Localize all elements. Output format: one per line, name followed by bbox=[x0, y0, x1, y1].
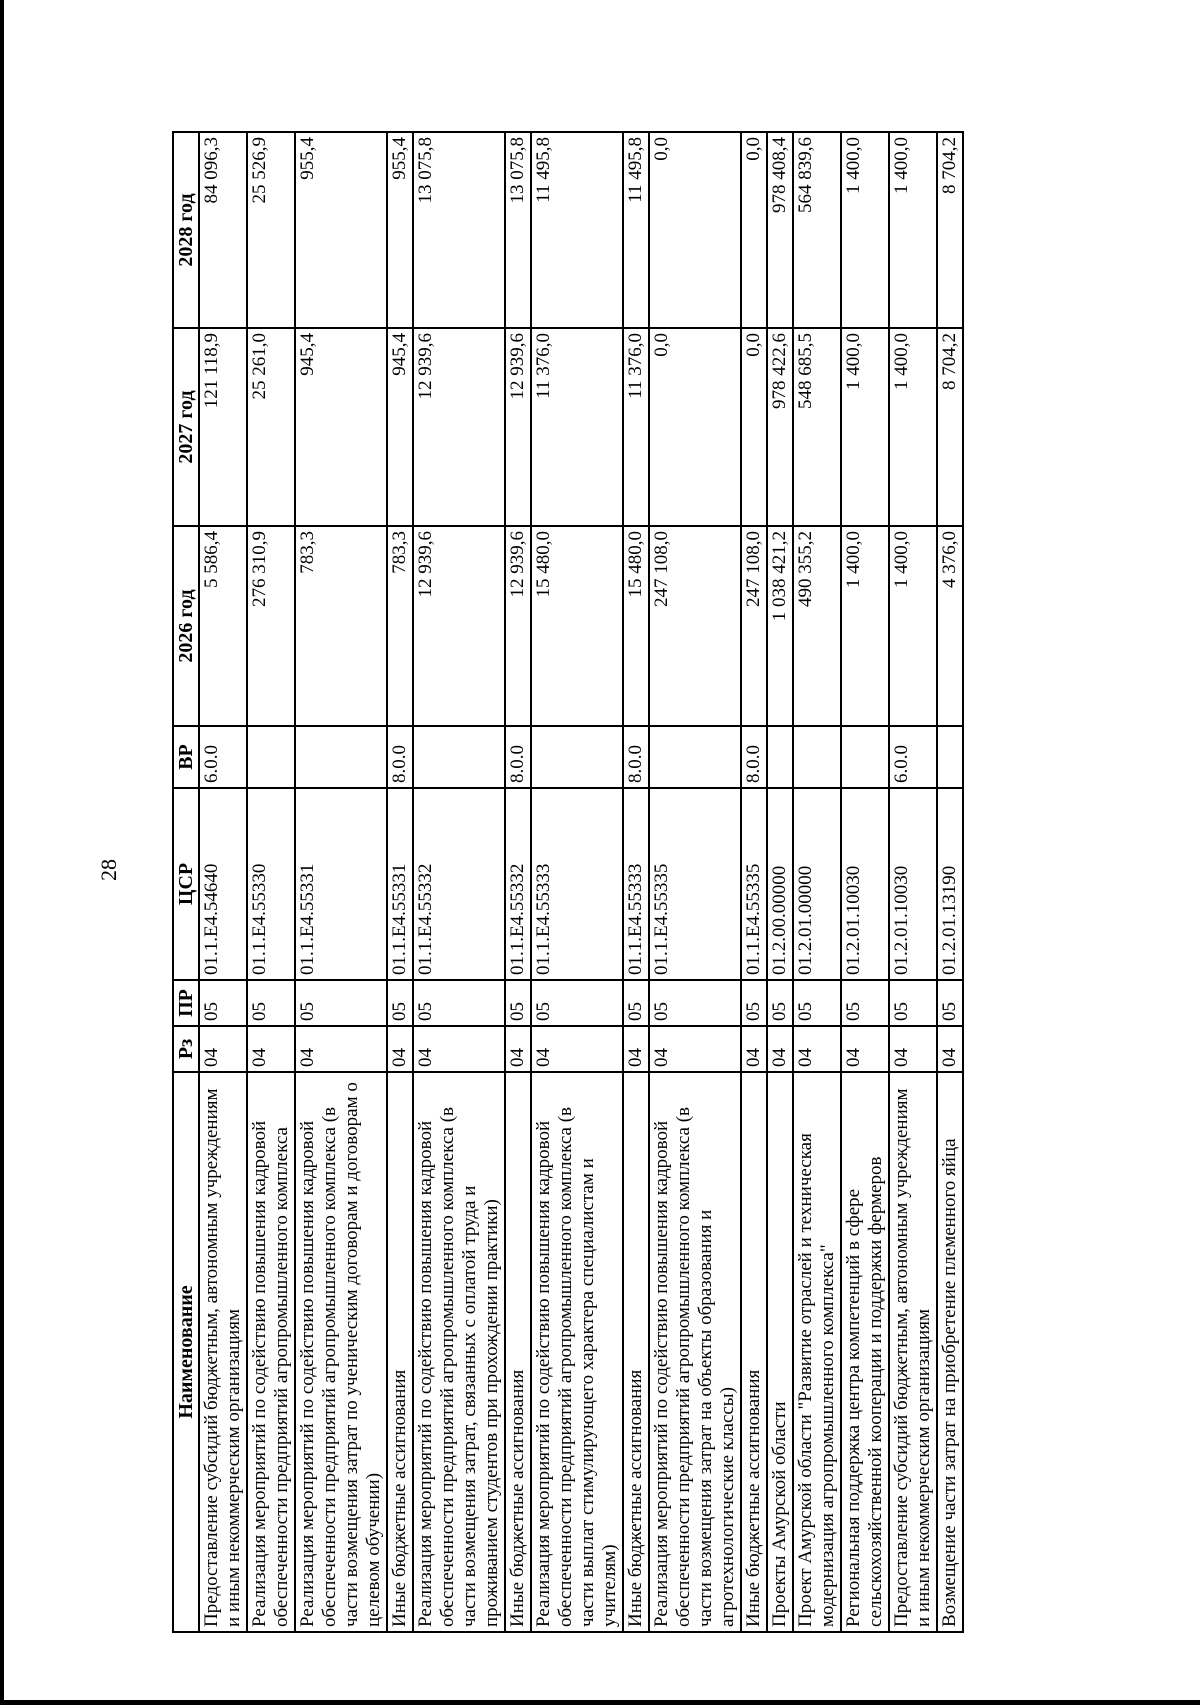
cell-2028: 955,4 bbox=[387, 132, 413, 328]
column-header-name: Наименование bbox=[173, 1072, 199, 1632]
cell-csr: 01.1.Е4.54640 bbox=[199, 788, 247, 980]
cell-vr bbox=[841, 726, 889, 788]
table-row bbox=[649, 132, 741, 1632]
column-header-csr: ЦСР bbox=[173, 788, 199, 980]
cell-2026: 783,3 bbox=[387, 526, 413, 726]
column-header-2026: 2026 год bbox=[173, 526, 199, 726]
cell-2028: 978 408,4 bbox=[767, 132, 793, 328]
cell-name: Предоставление субсидий бюджетным, автономным учреждениям и иным некоммерческим организациям bbox=[199, 1072, 247, 1632]
cell-2028: 11 495,8 bbox=[531, 132, 623, 328]
cell-name: Проект Амурской области "Развитие отраслей и техническая модернизация агропромышленного комплекса" bbox=[793, 1072, 841, 1632]
table-row bbox=[413, 132, 505, 1632]
cell-pr: 05 bbox=[889, 980, 937, 1026]
cell-csr: 01.2.01.13190 bbox=[937, 788, 963, 980]
cell-2026: 15 480,0 bbox=[531, 526, 623, 726]
cell-2026: 490 355,2 bbox=[793, 526, 841, 726]
cell-2028: 13 075,8 bbox=[505, 132, 531, 328]
cell-csr: 01.1.Е4.55335 bbox=[741, 788, 767, 980]
scan-edge-bottom bbox=[0, 1700, 1200, 1705]
column-header-2027: 2027 год bbox=[173, 328, 199, 526]
cell-2027: 8 704,2 bbox=[937, 328, 963, 526]
cell-pr: 05 bbox=[295, 980, 387, 1026]
cell-vr bbox=[767, 726, 793, 788]
table-row bbox=[889, 132, 937, 1632]
cell-rz: 04 bbox=[937, 1026, 963, 1072]
cell-name: Иные бюджетные ассигнования bbox=[741, 1072, 767, 1632]
cell-rz: 04 bbox=[247, 1026, 295, 1072]
cell-pr: 05 bbox=[841, 980, 889, 1026]
column-header-vr: ВР bbox=[173, 726, 199, 788]
cell-2028: 0,0 bbox=[741, 132, 767, 328]
cell-vr bbox=[295, 726, 387, 788]
cell-name: Возмещение части затрат на приобретение племенного яйца bbox=[937, 1072, 963, 1632]
cell-vr: 6.0.0 bbox=[889, 726, 937, 788]
table-header-row bbox=[173, 132, 199, 1632]
cell-csr: 01.2.01.10030 bbox=[841, 788, 889, 980]
cell-2026: 12 939,6 bbox=[413, 526, 505, 726]
table-row bbox=[199, 132, 247, 1632]
cell-2027: 121 118,9 bbox=[199, 328, 247, 526]
cell-vr: 8.0.0 bbox=[387, 726, 413, 788]
cell-pr: 05 bbox=[387, 980, 413, 1026]
cell-rz: 04 bbox=[387, 1026, 413, 1072]
table-row bbox=[295, 132, 387, 1632]
cell-name: Реализация мероприятий по содействию повышения кадровой обеспеченности предприятий агропромышленного комплекса (в части возмещения затрат на объекты образования и агротехнологические классы) bbox=[649, 1072, 741, 1632]
cell-pr: 05 bbox=[649, 980, 741, 1026]
cell-2026: 247 108,0 bbox=[649, 526, 741, 726]
cell-2026: 15 480,0 bbox=[623, 526, 649, 726]
cell-name: Проекты Амурской области bbox=[767, 1072, 793, 1632]
cell-vr bbox=[793, 726, 841, 788]
cell-pr: 05 bbox=[531, 980, 623, 1026]
table-row bbox=[841, 132, 889, 1632]
column-header-2028: 2028 год bbox=[173, 132, 199, 328]
cell-vr: 8.0.0 bbox=[505, 726, 531, 788]
cell-vr: 8.0.0 bbox=[741, 726, 767, 788]
cell-vr bbox=[247, 726, 295, 788]
cell-csr: 01.2.01.00000 bbox=[793, 788, 841, 980]
cell-2026: 5 586,4 bbox=[199, 526, 247, 726]
cell-2028: 11 495,8 bbox=[623, 132, 649, 328]
cell-csr: 01.1.Е4.55330 bbox=[247, 788, 295, 980]
cell-pr: 05 bbox=[623, 980, 649, 1026]
cell-pr: 05 bbox=[505, 980, 531, 1026]
cell-2027: 11 376,0 bbox=[623, 328, 649, 526]
cell-pr: 05 bbox=[413, 980, 505, 1026]
cell-2026: 1 400,0 bbox=[841, 526, 889, 726]
cell-csr: 01.2.00.00000 bbox=[767, 788, 793, 980]
cell-vr bbox=[649, 726, 741, 788]
table-row bbox=[247, 132, 295, 1632]
cell-2027: 11 376,0 bbox=[531, 328, 623, 526]
budget-table bbox=[172, 131, 964, 1633]
cell-2027: 548 685,5 bbox=[793, 328, 841, 526]
cell-vr: 8.0.0 bbox=[623, 726, 649, 788]
cell-name: Иные бюджетные ассигнования bbox=[505, 1072, 531, 1632]
cell-rz: 04 bbox=[531, 1026, 623, 1072]
cell-2028: 13 075,8 bbox=[413, 132, 505, 328]
cell-name: Реализация мероприятий по содействию повышения кадровой обеспеченности предприятий агропромышленного комплекса (в части возмещения затрат, связанных с оплатой труда и проживанием студентов при прохождении практики) bbox=[413, 1072, 505, 1632]
cell-pr: 05 bbox=[741, 980, 767, 1026]
table-row bbox=[623, 132, 649, 1632]
cell-name: Реализация мероприятий по содействию повышения кадровой обеспеченности предприятий агропромышленного комплекса bbox=[247, 1072, 295, 1632]
page-number: 28 bbox=[96, 859, 121, 881]
cell-rz: 04 bbox=[841, 1026, 889, 1072]
cell-2028: 1 400,0 bbox=[889, 132, 937, 328]
cell-rz: 04 bbox=[889, 1026, 937, 1072]
cell-rz: 04 bbox=[649, 1026, 741, 1072]
cell-2027: 978 422,6 bbox=[767, 328, 793, 526]
cell-name: Иные бюджетные ассигнования bbox=[387, 1072, 413, 1632]
cell-2027: 12 939,6 bbox=[413, 328, 505, 526]
table-row bbox=[937, 132, 963, 1632]
cell-name: Реализация мероприятий по содействию повышения кадровой обеспеченности предприятий агропромышленного комплекса (в части выплат стимулирующего характера специалистам и учителям) bbox=[531, 1072, 623, 1632]
table-row bbox=[531, 132, 623, 1632]
cell-2028: 1 400,0 bbox=[841, 132, 889, 328]
column-header-rz: Рз bbox=[173, 1026, 199, 1072]
cell-2026: 276 310,9 bbox=[247, 526, 295, 726]
cell-csr: 01.1.Е4.55331 bbox=[295, 788, 387, 980]
column-header-pr: ПР bbox=[173, 980, 199, 1026]
cell-vr bbox=[937, 726, 963, 788]
table-row bbox=[387, 132, 413, 1632]
cell-2027: 945,4 bbox=[295, 328, 387, 526]
cell-rz: 04 bbox=[793, 1026, 841, 1072]
cell-2027: 945,4 bbox=[387, 328, 413, 526]
cell-2027: 25 261,0 bbox=[247, 328, 295, 526]
cell-2026: 1 038 421,2 bbox=[767, 526, 793, 726]
cell-pr: 05 bbox=[793, 980, 841, 1026]
cell-csr: 01.2.01.10030 bbox=[889, 788, 937, 980]
cell-name: Региональная поддержка центра компетенций в сфере сельскохозяйственной кооперации и поддержки фермеров bbox=[841, 1072, 889, 1632]
cell-2028: 8 704,2 bbox=[937, 132, 963, 328]
cell-2027: 1 400,0 bbox=[841, 328, 889, 526]
cell-2028: 955,4 bbox=[295, 132, 387, 328]
cell-2027: 1 400,0 bbox=[889, 328, 937, 526]
rotated-table-container bbox=[172, 133, 1042, 1633]
cell-2026: 1 400,0 bbox=[889, 526, 937, 726]
cell-csr: 01.1.Е4.55332 bbox=[413, 788, 505, 980]
cell-2026: 4 376,0 bbox=[937, 526, 963, 726]
cell-csr: 01.1.Е4.55332 bbox=[505, 788, 531, 980]
cell-csr: 01.1.Е4.55333 bbox=[623, 788, 649, 980]
cell-rz: 04 bbox=[505, 1026, 531, 1072]
cell-2028: 25 526,9 bbox=[247, 132, 295, 328]
cell-csr: 01.1.Е4.55335 bbox=[649, 788, 741, 980]
cell-pr: 05 bbox=[199, 980, 247, 1026]
cell-vr bbox=[531, 726, 623, 788]
cell-2026: 12 939,6 bbox=[505, 526, 531, 726]
cell-2026: 783,3 bbox=[295, 526, 387, 726]
cell-2027: 12 939,6 bbox=[505, 328, 531, 526]
cell-pr: 05 bbox=[937, 980, 963, 1026]
cell-2027: 0,0 bbox=[649, 328, 741, 526]
table-row bbox=[767, 132, 793, 1632]
cell-rz: 04 bbox=[767, 1026, 793, 1072]
table-row bbox=[793, 132, 841, 1632]
cell-name: Предоставление субсидий бюджетным, автономным учреждениям и иным некоммерческим организациям bbox=[889, 1072, 937, 1632]
cell-csr: 01.1.Е4.55333 bbox=[531, 788, 623, 980]
cell-name: Иные бюджетные ассигнования bbox=[623, 1072, 649, 1632]
cell-2028: 84 096,3 bbox=[199, 132, 247, 328]
table-row bbox=[505, 132, 531, 1632]
cell-pr: 05 bbox=[247, 980, 295, 1026]
cell-rz: 04 bbox=[741, 1026, 767, 1072]
cell-name: Реализация мероприятий по содействию повышения кадровой обеспеченности предприятий агропромышленного комплекса (в части возмещения затрат по ученическим договорам и договорам о целевом обучении) bbox=[295, 1072, 387, 1632]
cell-rz: 04 bbox=[199, 1026, 247, 1072]
cell-csr: 01.1.Е4.55331 bbox=[387, 788, 413, 980]
cell-2028: 564 839,6 bbox=[793, 132, 841, 328]
cell-rz: 04 bbox=[295, 1026, 387, 1072]
cell-2028: 0,0 bbox=[649, 132, 741, 328]
cell-vr: 6.0.0 bbox=[199, 726, 247, 788]
cell-2026: 247 108,0 bbox=[741, 526, 767, 726]
scan-edge-left bbox=[0, 0, 4, 1705]
cell-rz: 04 bbox=[413, 1026, 505, 1072]
cell-pr: 05 bbox=[767, 980, 793, 1026]
table-row bbox=[741, 132, 767, 1632]
cell-2027: 0,0 bbox=[741, 328, 767, 526]
cell-rz: 04 bbox=[623, 1026, 649, 1072]
cell-vr bbox=[413, 726, 505, 788]
